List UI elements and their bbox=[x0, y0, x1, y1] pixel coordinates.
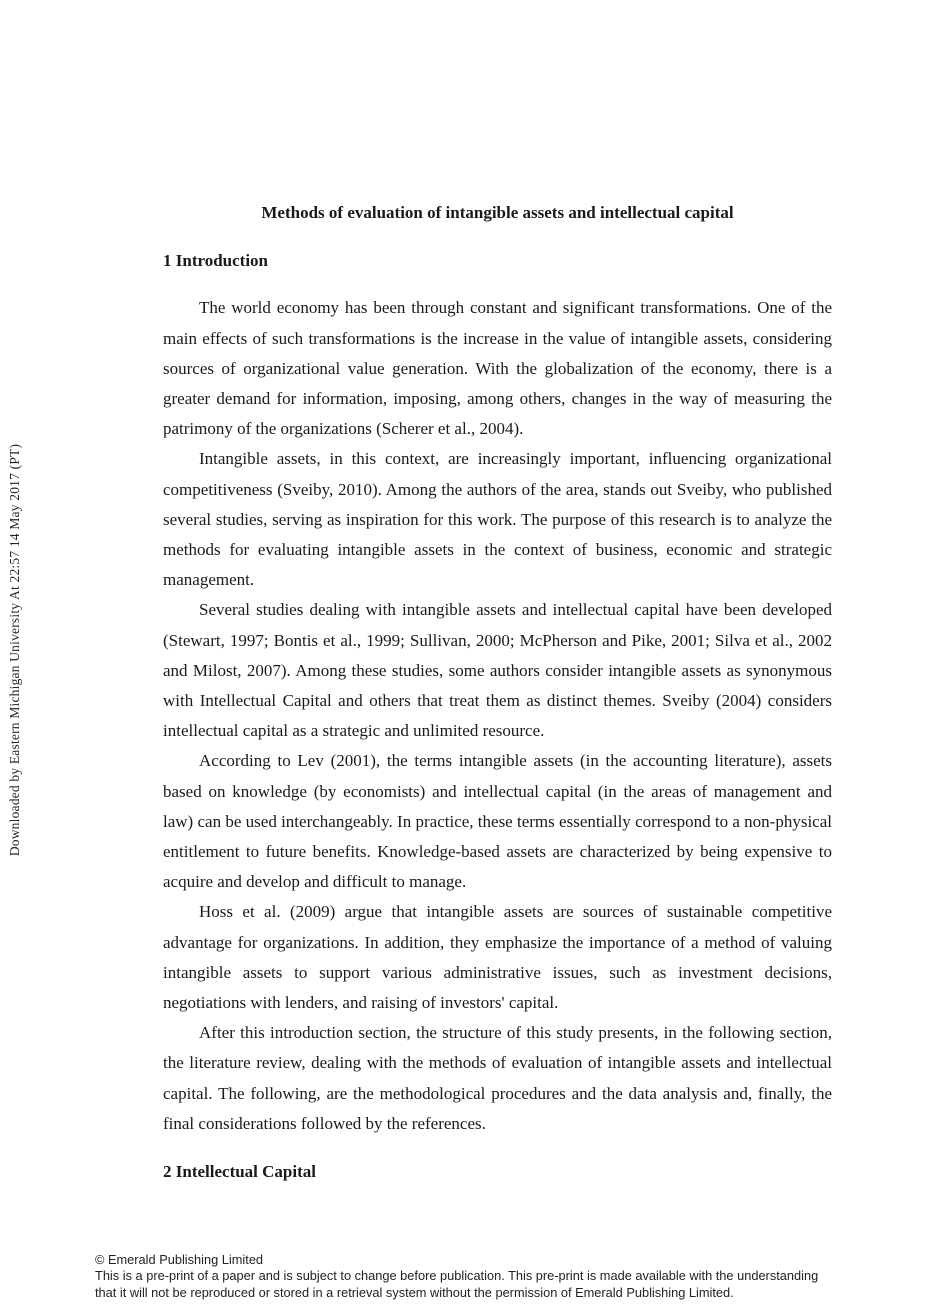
paragraph-2: Intangible assets, in this context, are increasingly important, influencing organizational competitiveness (Sveiby, 2010). Among the authors of the area, stands out Sveiby, who published several studies, serving as inspiration for this work. The purpose of this research is to analyze the methods for evaluating intangible assets in the context of business, economic and strategic management. bbox=[163, 449, 832, 590]
paragraph-4: According to Lev (2001), the terms intangible assets (in the accounting literature), assets based on knowledge (by economists) and intellectual capital (in the areas of management and law) can be used interchangeably. In practice, these terms essentially correspond to a non-physical entitlement to future benefits. Knowledge-based assets are characterized by being expensive to acquire and develop and difficult to manage. bbox=[163, 751, 832, 892]
disclaimer-line-2: that it will not be reproduced or stored in a retrieval system without the permission of Emerald Publishing Limited. bbox=[95, 1284, 734, 1300]
disclaimer-line-1: This is a pre-print of a paper and is subject to change before publication. This pre-print is made available with the understanding bbox=[95, 1268, 819, 1284]
publisher-footer bbox=[95, 1252, 818, 1301]
copyright-line: © Emerald Publishing Limited bbox=[95, 1252, 264, 1267]
paper-title: Methods of evaluation of intangible assets and intellectual capital bbox=[261, 203, 734, 222]
download-watermark: Downloaded by Eastern Michigan University At 22:57 14 May 2017 (PT) bbox=[7, 443, 22, 857]
paragraph-3: Several studies dealing with intangible assets and intellectual capital have been developed (Stewart, 1997; Bontis et al., 1999; Sullivan, 2000; McPherson and Pike, 2001; Silva et al., 2002 and Milost, 2007). Among these studies, some authors consider intangible assets as synonymous with Intellectual Capital and others that treat them as distinct themes. Sveiby (2004) considers intellectual capital as a strategic and unlimited resource. bbox=[163, 600, 832, 741]
section-heading-introduction: 1 Introduction bbox=[163, 251, 269, 271]
paragraph-6: After this introduction section, the structure of this study presents, in the following section, the literature review, dealing with the methods of evaluation of intangible assets and intellectual capital. The following, are the methodological procedures and the data analysis and, finally, the final considerations followed by the references. bbox=[163, 1023, 832, 1133]
text-column bbox=[163, 0, 832, 1187]
paragraph-1: The world economy has been through constant and significant transformations. One of the main effects of such transformations is the increase in the value of intangible assets, considering sources of organizational value generation. With the globalization of the economy, there is a greater demand for information, imposing, among others, changes in the way of measuring the patrimony of the organizations (Scherer et al., 2004). bbox=[163, 298, 832, 439]
section-heading-intellectual-capital: 2 Intellectual Capital bbox=[163, 1162, 316, 1182]
paragraph-5: Hoss et al. (2009) argue that intangible assets are sources of sustainable competitive advantage for organizations. In addition, they emphasize the importance of a method of valuing intangible assets to support various administrative issues, such as investment decisions, negotiations with lenders, and raising of investors' capital. bbox=[163, 902, 832, 1013]
